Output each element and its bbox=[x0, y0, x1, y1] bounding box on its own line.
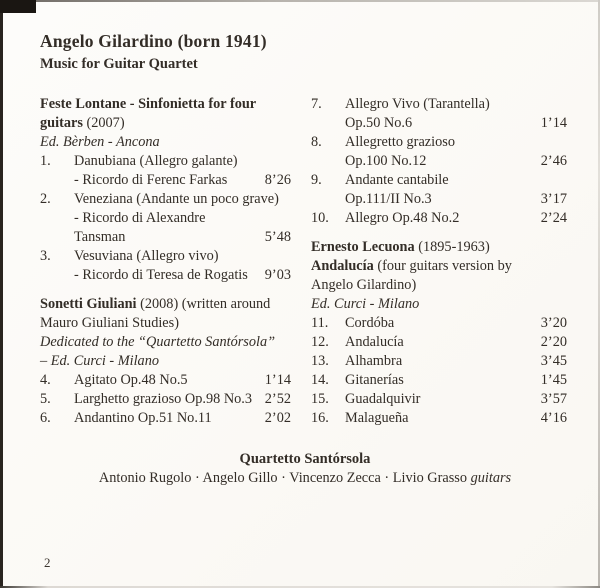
track-duration: 2’24 bbox=[540, 210, 567, 226]
track-duration: 2’52 bbox=[264, 391, 291, 407]
track-line bbox=[311, 209, 567, 228]
track-line bbox=[40, 247, 291, 266]
scan-edge-top bbox=[0, 0, 600, 2]
work-heading: Feste Lontane - Sinfonietta for four bbox=[40, 96, 257, 112]
track-duration: 2’46 bbox=[540, 153, 567, 169]
track-duration: 9’03 bbox=[264, 267, 291, 283]
track-line bbox=[311, 371, 567, 390]
track-line bbox=[40, 171, 291, 190]
track-title: Guadalquivir bbox=[345, 391, 421, 407]
track-title: Alhambra bbox=[345, 353, 403, 369]
tracklist-right-column bbox=[311, 95, 567, 428]
track-title: Cordóba bbox=[345, 315, 395, 331]
track-number: 10. bbox=[311, 210, 329, 226]
track-line bbox=[311, 95, 567, 114]
track-line bbox=[311, 409, 567, 428]
track-number: 11. bbox=[311, 315, 329, 331]
edition-note: Ed. Curci - Milano bbox=[311, 296, 420, 312]
track-line bbox=[311, 152, 567, 171]
track-number: 16. bbox=[311, 410, 329, 426]
track-title: Vesuviana (Allegro vivo) bbox=[74, 248, 219, 264]
track-title: Allegro Op.48 No.2 bbox=[345, 210, 460, 226]
section-spacer bbox=[311, 228, 567, 238]
track-number: 12. bbox=[311, 334, 329, 350]
composer-name-bold: Ernesto Lecuona bbox=[311, 239, 415, 255]
work-heading-continued: Angelo Gilardino) bbox=[311, 277, 417, 293]
performers-footer bbox=[40, 450, 570, 488]
track-title: Andalucía bbox=[345, 334, 404, 350]
track-duration: 1’14 bbox=[540, 115, 567, 131]
edition-note: Ed. Bèrben - Ancona bbox=[40, 134, 160, 150]
performer-role: guitars bbox=[470, 470, 512, 486]
track-line bbox=[40, 409, 291, 428]
track-duration: 4’16 bbox=[540, 410, 567, 426]
page-number: 2 bbox=[44, 555, 51, 570]
work-heading-continued: Mauro Giuliani Studies) bbox=[40, 315, 179, 331]
track-number: 3. bbox=[40, 248, 51, 264]
ensemble-name: Quartetto Santórsola bbox=[239, 451, 371, 467]
tracklist-left-column bbox=[40, 95, 291, 428]
track-line bbox=[311, 390, 567, 409]
track-line bbox=[40, 228, 291, 247]
track-duration: 3’57 bbox=[540, 391, 567, 407]
track-title: Larghetto grazioso Op.98 No.3 bbox=[74, 391, 253, 407]
work-heading bbox=[40, 114, 291, 133]
track-number: 15. bbox=[311, 391, 329, 407]
track-duration: 2’20 bbox=[540, 334, 567, 350]
booklet-page bbox=[40, 30, 570, 488]
track-title: Gitanerías bbox=[345, 372, 404, 388]
edition-note: – Ed. Curci - Milano bbox=[40, 353, 159, 369]
track-number: 7. bbox=[311, 96, 322, 112]
track-number: 8. bbox=[311, 134, 322, 150]
track-number: 6. bbox=[40, 410, 51, 426]
track-line bbox=[40, 152, 291, 171]
track-title: Andantino Op.51 No.11 bbox=[74, 410, 212, 426]
track-duration: 1’14 bbox=[264, 372, 291, 388]
track-title: Malagueña bbox=[345, 410, 409, 426]
track-title-continued: - Ricordo di Teresa de Rogatis bbox=[74, 267, 248, 283]
track-title-continued: - Ricordo di Alexandre bbox=[74, 210, 206, 226]
track-number: 4. bbox=[40, 372, 51, 388]
composer-title: Angelo Gilardino (born 1941) bbox=[40, 31, 267, 51]
performer-names bbox=[40, 469, 570, 488]
track-line bbox=[311, 190, 567, 209]
track-duration: 5’48 bbox=[264, 229, 291, 245]
track-line bbox=[311, 333, 567, 352]
work-heading-rest: (2008) (written around bbox=[136, 296, 271, 312]
track-title-continued: Op.111/II No.3 bbox=[345, 191, 432, 207]
tracklist-columns bbox=[40, 95, 570, 428]
track-duration: 3’45 bbox=[540, 353, 567, 369]
track-title: Veneziana (Andante un poco grave) bbox=[74, 191, 279, 207]
work-heading-rest: (four guitars version by bbox=[373, 258, 512, 274]
work-heading bbox=[311, 257, 567, 276]
track-number: 14. bbox=[311, 372, 329, 388]
track-duration: 3’20 bbox=[540, 315, 567, 331]
performer-names-text: Antonio Rugolo · Angelo Gillo · Vincenzo Zecca · Livio Grasso bbox=[98, 470, 468, 486]
dedication-note: Dedicated to the “Quartetto Santórsola” bbox=[40, 334, 276, 350]
track-title: Allegro Vivo (Tarantella) bbox=[345, 96, 490, 112]
track-title-continued: - Ricordo di Ferenc Farkas bbox=[74, 172, 228, 188]
track-line bbox=[311, 352, 567, 371]
track-line bbox=[311, 114, 567, 133]
track-duration: 2’02 bbox=[264, 410, 291, 426]
track-line bbox=[40, 371, 291, 390]
track-title-continued: Tansman bbox=[74, 229, 126, 245]
composer-heading bbox=[311, 238, 567, 257]
work-heading bbox=[40, 295, 291, 314]
work-heading-bold: Sonetti Giuliani bbox=[40, 296, 137, 312]
track-title: Danubiana (Allegro galante) bbox=[74, 153, 238, 169]
work-heading-bold: guitars bbox=[40, 115, 83, 131]
track-number: 13. bbox=[311, 353, 329, 369]
scan-corner-mark bbox=[0, 0, 36, 13]
track-title-continued: Op.100 No.12 bbox=[345, 153, 427, 169]
track-line bbox=[311, 171, 567, 190]
work-heading-rest: (2007) bbox=[82, 115, 125, 131]
track-line bbox=[40, 266, 291, 285]
track-title: Allegretto grazioso bbox=[345, 134, 455, 150]
track-title-continued: Op.50 No.6 bbox=[345, 115, 413, 131]
track-duration: 8’26 bbox=[264, 172, 291, 188]
work-heading-bold: Andalucía bbox=[311, 258, 374, 274]
section-spacer bbox=[40, 285, 291, 295]
track-line bbox=[40, 390, 291, 409]
composer-dates: (1895-1963) bbox=[414, 239, 490, 255]
track-number: 5. bbox=[40, 391, 51, 407]
track-duration: 1’45 bbox=[540, 372, 567, 388]
track-line bbox=[40, 209, 291, 228]
track-number: 1. bbox=[40, 153, 51, 169]
track-line bbox=[311, 133, 567, 152]
track-duration: 3’17 bbox=[540, 191, 567, 207]
album-subtitle: Music for Guitar Quartet bbox=[40, 56, 198, 72]
track-number: 2. bbox=[40, 191, 51, 207]
track-line bbox=[311, 314, 567, 333]
track-title: Andante cantabile bbox=[345, 172, 449, 188]
track-title: Agitato Op.48 No.5 bbox=[74, 372, 188, 388]
track-number: 9. bbox=[311, 172, 322, 188]
track-line bbox=[40, 190, 291, 209]
scan-edge-left bbox=[0, 0, 3, 588]
